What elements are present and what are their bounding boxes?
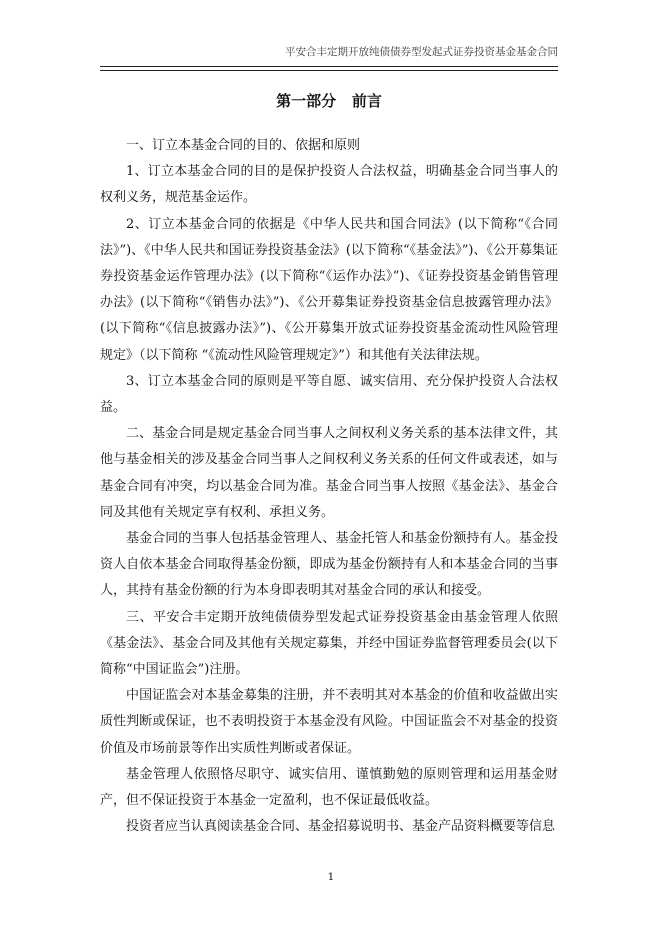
header-rule-thick — [100, 66, 558, 67]
body-text — [100, 133, 558, 840]
paragraph: 一、订立本基金合同的目的、依据和原则 — [126, 138, 361, 153]
paragraph: 基金管理人依照恪尽职守、诚实信用、谨慎勤勉的原则管理和运用基金财产，但不保证投资于本基金一定盈利，也不保证最低收益。 — [100, 766, 558, 809]
running-header: 平安合丰定期开放纯债债券型发起式证券投资基金基金合同 — [285, 46, 558, 58]
paragraph: 中国证监会对本基金募集的注册，并不表明其对本基金的价值和收益做出实质性判断或保证，也不表明投资于本基金没有风险。中国证监会不对基金的投资价值及市场前景等作出实质性判断或者保证。 — [100, 688, 558, 756]
paragraph: 2、订立本基金合同的依据是《中华人民共和国合同法》(以下简称“《合同法》”)、《中华人民共和国证券投资基金法》(以下简称“《基金法》”)、《公开募集证券投资基金运作管理办法》(以下简称“《运作办法》”)、《证券投资基金销售管理办法》(以下简称“《销售办法》”)、《公开募集证券投资基金信息披露管理办法》(以下简称“《信息披露办法》”)、《公开募集开放式证券投资基金流动性风险管理规定》（以下简称 “《流动性风险管理规定》”）和其他有关法律法规。 — [100, 216, 558, 363]
paragraph: 二、基金合同是规定基金合同当事人之间权利义务关系的基本法律文件，其他与基金相关的涉及基金合同当事人之间权利义务关系的任何文件或表述，如与基金合同有冲突，均以基金合同为准。基金合同当事人按照《基金法》、基金合同及其他有关规定享有权利、承担义务。 — [100, 426, 558, 520]
header-rule-thin — [100, 70, 558, 71]
paragraph: 1、订立本基金合同的目的是保护投资人合法权益，明确基金合同当事人的权利义务，规范基金运作。 — [100, 164, 558, 206]
paragraph: 基金合同的当事人包括基金管理人、基金托管人和基金份额持有人。基金投资人自依本基金合同取得基金份额，即成为基金份额持有人和本基金合同的当事人，其持有基金份额的行为本身即表明其对基金合同的承认和接受。 — [100, 531, 558, 599]
section-title: 第一部分 前言 — [276, 92, 382, 110]
paragraph: 投资者应当认真阅读基金合同、基金招募说明书、基金产品资料概要等信息 — [126, 819, 556, 835]
paragraph: 3、订立本基金合同的原则是平等自愿、诚实信用、充分保护投资人合法权益。 — [100, 373, 558, 416]
paragraph: 三、平安合丰定期开放纯债债券型发起式证券投资基金由基金管理人依照《基金法》、基金合同及其他有关规定募集，并经中国证券监督管理委员会(以下简称“中国证监会”)注册。 — [100, 609, 558, 678]
page-number: 1 — [327, 871, 335, 883]
